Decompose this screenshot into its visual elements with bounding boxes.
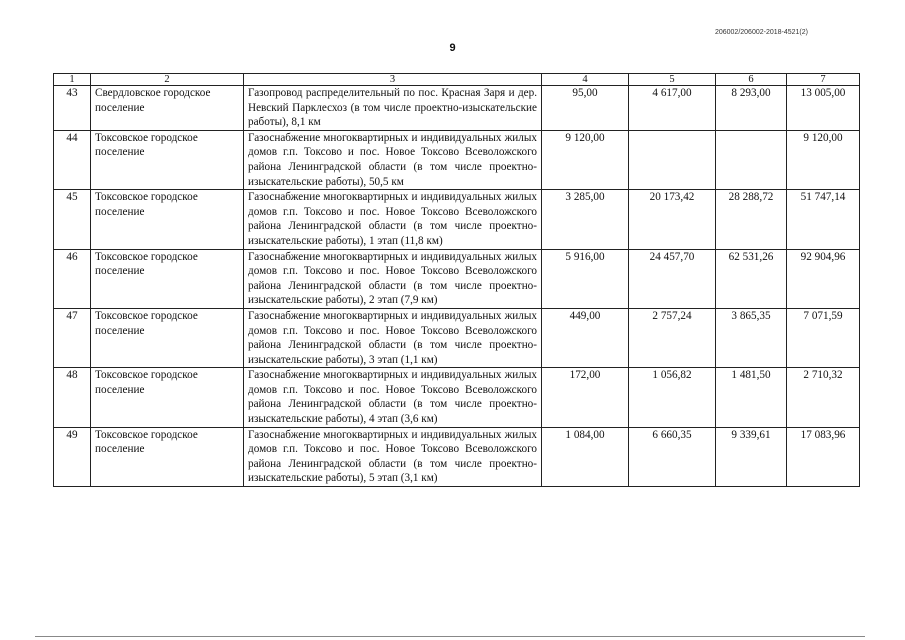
value-col6-cell: 62 531,26 [716,249,787,308]
settlement-cell: Токсовское городское поселение [91,190,244,249]
column-header: 6 [716,74,787,86]
description-cell: Газоснабжение многоквартирных и индивидуальных жилых домов г.п. Токсово и пос. Новое Токсово Всеволожского района Ленинградской области (в том числе проектно-изыскательские работы), 50,5 км [244,130,542,189]
settlement-cell: Токсовское городское поселение [91,130,244,189]
row-number-cell: 44 [54,130,91,189]
settlement-cell: Свердловское городское поселение [91,86,244,131]
row-number-cell: 47 [54,308,91,367]
description-cell: Газоснабжение многоквартирных и индивидуальных жилых домов г.п. Токсово и пос. Новое Токсово Всеволожского района Ленинградской области (в том числе проектно-изыскательские работы), 4 этап (3,6 км) [244,368,542,427]
column-header: 7 [787,74,860,86]
description-cell: Газоснабжение многоквартирных и индивидуальных жилых домов г.п. Токсово и пос. Новое Токсово Всеволожского района Ленинградской области (в том числе проектно-изыскательские работы), 1 этап (11,8 км) [244,190,542,249]
value-col4-cell: 9 120,00 [542,130,629,189]
table-body [54,86,860,487]
table-row [54,427,860,486]
value-col6-cell: 8 293,00 [716,86,787,131]
table-header-row [54,74,860,86]
value-col7-cell: 7 071,59 [787,308,860,367]
table-row [54,86,860,131]
description-cell: Газоснабжение многоквартирных и индивидуальных жилых домов г.п. Токсово и пос. Новое Токсово Всеволожского района Ленинградской области (в том числе проектно-изыскательские работы), 5 этап (3,1 км) [244,427,542,486]
value-col6-cell: 1 481,50 [716,368,787,427]
value-col4-cell: 3 285,00 [542,190,629,249]
value-col5-cell: 6 660,35 [629,427,716,486]
table-row [54,249,860,308]
value-col7-cell: 13 005,00 [787,86,860,131]
value-col5-cell: 20 173,42 [629,190,716,249]
value-col5-cell: 2 757,24 [629,308,716,367]
row-number-cell: 45 [54,190,91,249]
value-col7-cell: 17 083,96 [787,427,860,486]
row-number-cell: 43 [54,86,91,131]
table-row [54,308,860,367]
data-table [53,73,860,487]
settlement-cell: Токсовское городское поселение [91,249,244,308]
column-header: 4 [542,74,629,86]
value-col4-cell: 172,00 [542,368,629,427]
column-header: 1 [54,74,91,86]
value-col4-cell: 1 084,00 [542,427,629,486]
value-col6-cell: 9 339,61 [716,427,787,486]
table-row [54,130,860,189]
value-col5-cell: 1 056,82 [629,368,716,427]
value-col4-cell: 5 916,00 [542,249,629,308]
value-col5-cell: 4 617,00 [629,86,716,131]
value-col4-cell: 95,00 [542,86,629,131]
description-cell: Газопровод распределительный по пос. Красная Заря и дер. Невский Парклесхоз (в том числе проектно-изыскательские работы), 8,1 км [244,86,542,131]
value-col7-cell: 2 710,32 [787,368,860,427]
value-col6-cell: 28 288,72 [716,190,787,249]
column-header: 2 [91,74,244,86]
column-header: 3 [244,74,542,86]
value-col6-cell: 3 865,35 [716,308,787,367]
description-cell: Газоснабжение многоквартирных и индивидуальных жилых домов г.п. Токсово и пос. Новое Токсово Всеволожского района Ленинградской области (в том числе проектно-изыскательские работы), 2 этап (7,9 км) [244,249,542,308]
page-number: 9 [449,42,456,54]
table-row [54,190,860,249]
value-col7-cell: 9 120,00 [787,130,860,189]
row-number-cell: 46 [54,249,91,308]
value-col5-cell: 24 457,70 [629,249,716,308]
scan-edge-divider [35,636,865,637]
table-row [54,368,860,427]
row-number-cell: 48 [54,368,91,427]
value-col7-cell: 92 904,96 [787,249,860,308]
document-id: 206002/206002-2018-4521(2) [714,29,808,36]
value-col7-cell: 51 747,14 [787,190,860,249]
description-cell: Газоснабжение многоквартирных и индивидуальных жилых домов г.п. Токсово и пос. Новое Токсово Всеволожского района Ленинградской области (в том числе проектно-изыскательские работы), 3 этап (1,1 км) [244,308,542,367]
value-col6-cell [716,130,787,189]
value-col5-cell [629,130,716,189]
settlement-cell: Токсовское городское поселение [91,427,244,486]
value-col4-cell: 449,00 [542,308,629,367]
column-header: 5 [629,74,716,86]
row-number-cell: 49 [54,427,91,486]
settlement-cell: Токсовское городское поселение [91,368,244,427]
settlement-cell: Токсовское городское поселение [91,308,244,367]
